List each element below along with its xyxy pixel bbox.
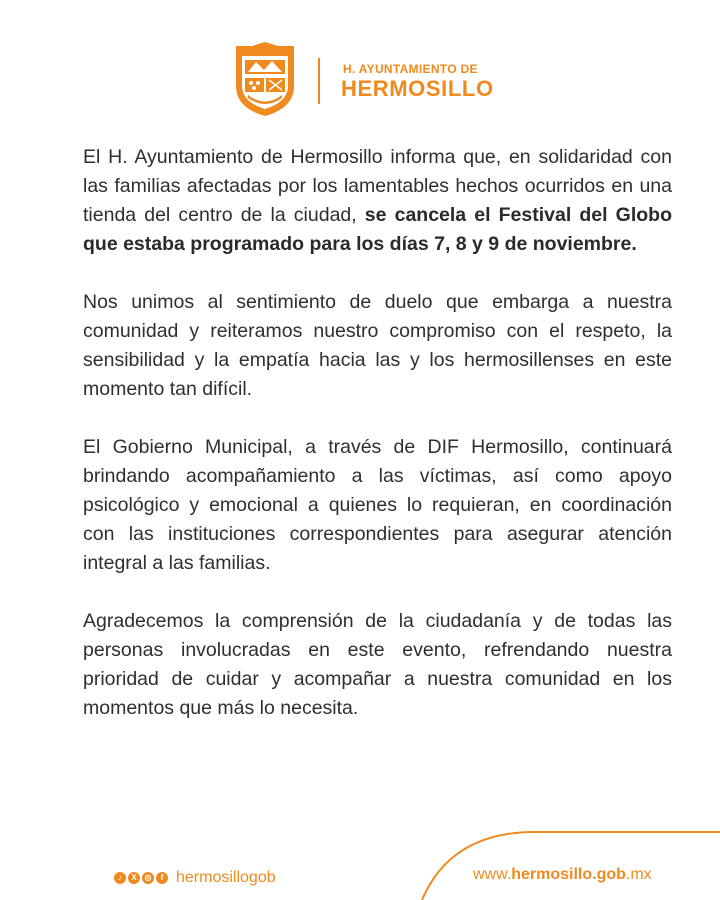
org-city: HERMOSILLO [341, 76, 494, 101]
website-link[interactable] [473, 866, 652, 884]
decorative-curve [420, 820, 720, 900]
org-name: H. AYUNTAMIENTO DE [343, 62, 478, 76]
statement-body [83, 143, 672, 752]
instagram-icon[interactable]: ◎ [142, 872, 154, 884]
paragraph-4: Agradecemos la comprensión de la ciudadanía y de todas las personas involucradas en este evento, refrendando nuestra prioridad de cuidar y acompañar a nuestra comunidad en los momentos que más lo necesita. [83, 610, 672, 719]
header-divider [318, 58, 320, 104]
paragraph-2: Nos unimos al sentimiento de duelo que embarga a nuestra comunidad y reiteramos nuestro compromiso con el respeto, la sensibilidad y la empatía hacia las y los hermosillenses en este momento tan difícil. [83, 291, 672, 400]
paragraph-1-text: El H. Ayuntamiento de Hermosillo informa que, en solidaridad con las familias afectadas por los lamentables hechos ocurridos en una tienda del centro de la ciudad, [83, 146, 672, 226]
social-links [114, 869, 276, 887]
header [0, 40, 720, 120]
paragraph-3: El Gobierno Municipal, a través de DIF Hermosillo, continuará brindando acompañamiento a las víctimas, así como apoyo psicológico y emocional a quienes lo requieran, en coordinación con las instituciones correspondientes para asegurar atención integral a las familias. [83, 436, 672, 574]
x-icon[interactable]: X [128, 872, 140, 884]
web-prefix: www. [473, 866, 512, 883]
coat-of-arms-logo [232, 42, 298, 118]
facebook-icon[interactable]: f [156, 872, 168, 884]
paragraph-1-bold: se cancela el Festival del Globo que estaba programado para los días 7, 8 y 9 de noviembre. [83, 204, 672, 255]
web-domain: hermosillo.gob [511, 866, 626, 883]
social-handle[interactable]: hermosillogob [176, 869, 276, 886]
tiktok-icon[interactable]: ♪ [114, 872, 126, 884]
web-suffix: .mx [625, 866, 652, 883]
paragraph-1 [83, 143, 672, 259]
